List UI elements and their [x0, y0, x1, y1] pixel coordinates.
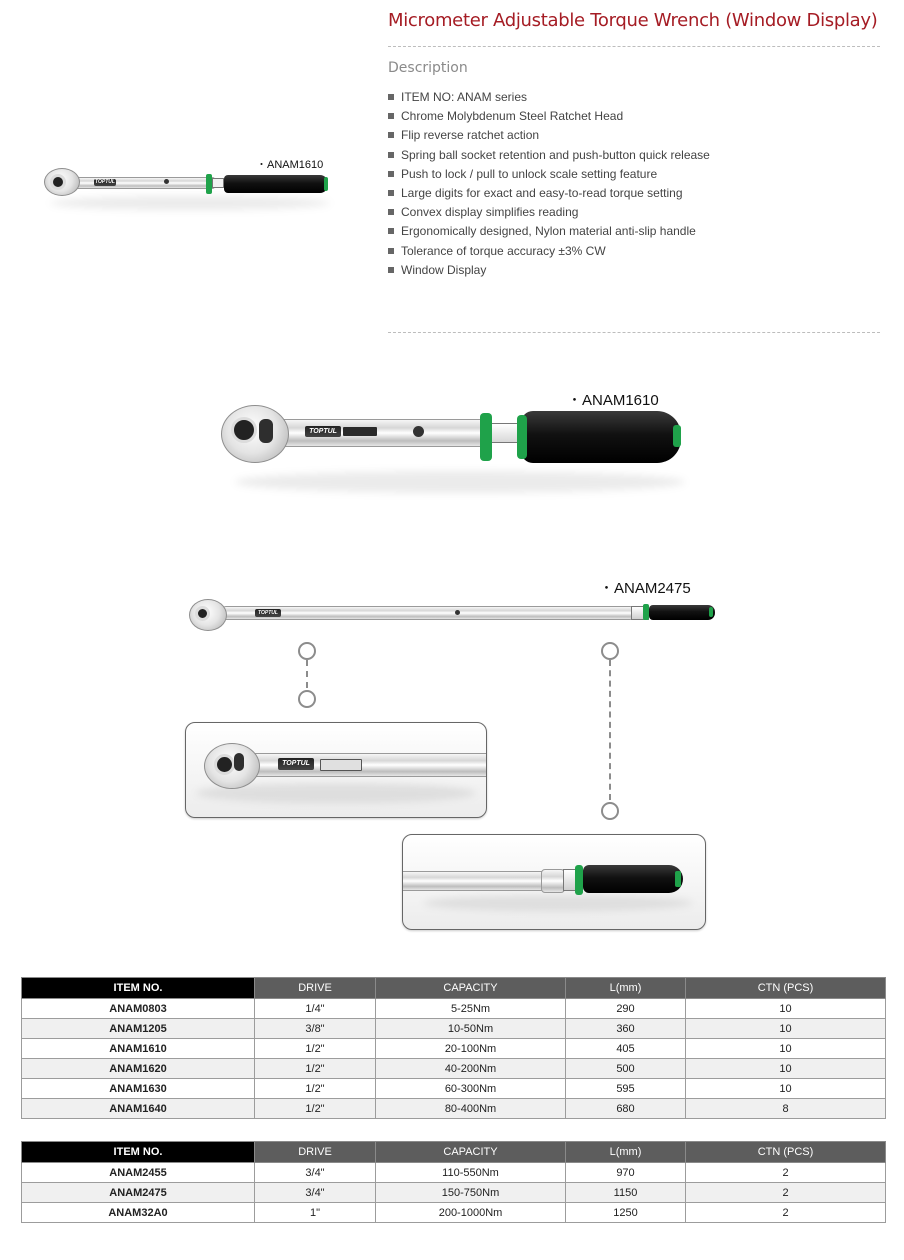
ratchet-socket [195, 606, 210, 621]
table-cell: ANAM1620 [22, 1059, 255, 1079]
column-header: L(mm) [566, 978, 686, 999]
brand-plate: TOPTUL [255, 609, 281, 617]
green-end-ring [675, 871, 681, 887]
zoom-detail-grip [402, 834, 706, 930]
green-ring [575, 865, 583, 895]
column-header: ITEM NO. [22, 1142, 255, 1163]
wrench-shadow [423, 895, 693, 911]
table-cell: 2 [686, 1203, 886, 1223]
table-cell: 1/2" [255, 1079, 376, 1099]
table-cell: 10 [686, 1059, 886, 1079]
feature-item: Convex display simplifies reading [388, 203, 710, 222]
table-row [22, 1019, 886, 1039]
green-ring [517, 415, 527, 459]
table-cell: 3/4" [255, 1183, 376, 1203]
thumbnail-model-label: ・ANAM1610 [256, 159, 324, 171]
spec-table-1 [21, 977, 886, 1119]
zoom-brand-plate: TOPTUL [278, 758, 314, 770]
table-cell: 10 [686, 1019, 886, 1039]
model-engraving [343, 427, 377, 436]
column-header: CAPACITY [376, 978, 566, 999]
column-header: CAPACITY [376, 1142, 566, 1163]
table-cell: 5-25Nm [376, 999, 566, 1019]
feature-item: Ergonomically designed, Nylon material anti-slip handle [388, 222, 710, 241]
table-cell: 8 [686, 1099, 886, 1119]
thumbnail-wrench-image [40, 150, 340, 220]
reverse-lever [234, 753, 244, 771]
table-row [22, 1059, 886, 1079]
wrench-shaft [64, 177, 216, 189]
title-divider [388, 46, 880, 47]
zoom-grip [583, 865, 683, 893]
product-title: Micrometer Adjustable Torque Wrench (Window Display) [388, 10, 878, 31]
adjust-hole [455, 610, 460, 615]
table-cell: ANAM1640 [22, 1099, 255, 1119]
feature-item: Flip reverse ratchet action [388, 126, 710, 145]
callout-line-head [306, 660, 308, 688]
wrench-shaft [265, 419, 489, 447]
description-heading: Description [388, 60, 468, 76]
table-cell: 500 [566, 1059, 686, 1079]
column-header: CTN (PCS) [686, 1142, 886, 1163]
green-ring [480, 413, 492, 461]
zoom-detail-head [185, 722, 487, 818]
table-cell: 110-550Nm [376, 1163, 566, 1183]
scale-window [212, 178, 224, 188]
table-cell: 150-750Nm [376, 1183, 566, 1203]
green-end-ring [709, 607, 713, 617]
feature-item: Window Display [388, 261, 710, 280]
table-cell: 680 [566, 1099, 686, 1119]
green-ring [324, 177, 328, 191]
column-header: ITEM NO. [22, 978, 255, 999]
adjust-hole [413, 426, 424, 437]
table-cell: 1/2" [255, 1099, 376, 1119]
adjust-hole [164, 179, 169, 184]
feature-item: Push to lock / pull to unlock scale setting feature [388, 165, 710, 184]
table-row [22, 1163, 886, 1183]
callout-ring-grip-top [601, 642, 619, 660]
table-cell: 1/4" [255, 999, 376, 1019]
table-cell: 60-300Nm [376, 1079, 566, 1099]
table-row [22, 1039, 886, 1059]
table-cell: ANAM1205 [22, 1019, 255, 1039]
wrench-shaft [221, 606, 635, 620]
callout-ring-head-top [298, 642, 316, 660]
column-header: DRIVE [255, 978, 376, 999]
table-cell: 20-100Nm [376, 1039, 566, 1059]
table-cell: 1250 [566, 1203, 686, 1223]
brand-plate: TOPTUL [305, 426, 341, 437]
brand-plate: TOPTUL [95, 179, 115, 185]
table-header-row [22, 1142, 886, 1163]
table-cell: 3/8" [255, 1019, 376, 1039]
table-cell: 10 [686, 1079, 886, 1099]
table-cell: 2 [686, 1183, 886, 1203]
table-cell: 1/2" [255, 1059, 376, 1079]
model-engraving [320, 759, 362, 771]
feature-item: Chrome Molybdenum Steel Ratchet Head [388, 107, 710, 126]
table-row [22, 1203, 886, 1223]
column-header: DRIVE [255, 1142, 376, 1163]
table-cell: 970 [566, 1163, 686, 1183]
table-cell: 1150 [566, 1183, 686, 1203]
table-cell: 360 [566, 1019, 686, 1039]
table-row [22, 1183, 886, 1203]
spec-table-2 [21, 1141, 886, 1223]
table-cell: 10-50Nm [376, 1019, 566, 1039]
table-cell: 1" [255, 1203, 376, 1223]
zoom-shaft [402, 871, 549, 891]
table-cell: 80-400Nm [376, 1099, 566, 1119]
table-cell: ANAM0803 [22, 999, 255, 1019]
table-cell: ANAM2455 [22, 1163, 255, 1183]
table-cell: ANAM1630 [22, 1079, 255, 1099]
wrench-grip [224, 175, 328, 193]
table-cell: ANAM32A0 [22, 1203, 255, 1223]
long-model-label: ・ANAM2475 [599, 580, 691, 597]
table-cell: 290 [566, 999, 686, 1019]
table-header-row [22, 978, 886, 999]
table-cell: ANAM2475 [22, 1183, 255, 1203]
table-cell: 595 [566, 1079, 686, 1099]
column-header: CTN (PCS) [686, 978, 886, 999]
table-cell: 2 [686, 1163, 886, 1183]
medium-wrench-image [215, 385, 695, 505]
description-divider [388, 332, 880, 333]
long-wrench-image [185, 575, 725, 635]
column-header: L(mm) [566, 1142, 686, 1163]
callout-ring-grip-bottom [601, 802, 619, 820]
green-end-ring [673, 425, 681, 447]
table-cell: 40-200Nm [376, 1059, 566, 1079]
zoom-shaft-step [541, 869, 565, 893]
reverse-lever [259, 419, 273, 443]
table-cell: ANAM1610 [22, 1039, 255, 1059]
feature-item: Spring ball socket retention and push-button quick release [388, 146, 710, 165]
table-cell: 405 [566, 1039, 686, 1059]
table-cell: 3/4" [255, 1163, 376, 1183]
feature-list [388, 88, 710, 280]
table-row [22, 1099, 886, 1119]
table-row [22, 999, 886, 1019]
scale-window [489, 423, 519, 443]
ratchet-socket [50, 174, 66, 190]
wrench-shadow [50, 196, 330, 210]
table-cell: 200-1000Nm [376, 1203, 566, 1223]
table-cell: 10 [686, 1039, 886, 1059]
wrench-grip [521, 411, 681, 463]
table-row [22, 1079, 886, 1099]
wrench-shadow [235, 471, 685, 493]
table-cell: 1/2" [255, 1039, 376, 1059]
feature-item: Large digits for exact and easy-to-read torque setting [388, 184, 710, 203]
medium-model-label: ・ANAM1610 [567, 392, 659, 409]
callout-ring-head-bottom [298, 690, 316, 708]
feature-item: ITEM NO: ANAM series [388, 88, 710, 107]
ratchet-socket [231, 417, 257, 443]
feature-item: Tolerance of torque accuracy ±3% CW [388, 242, 710, 261]
callout-line-grip [609, 660, 611, 800]
table-cell: 10 [686, 999, 886, 1019]
ratchet-socket [214, 754, 235, 775]
wrench-grip [649, 605, 715, 620]
